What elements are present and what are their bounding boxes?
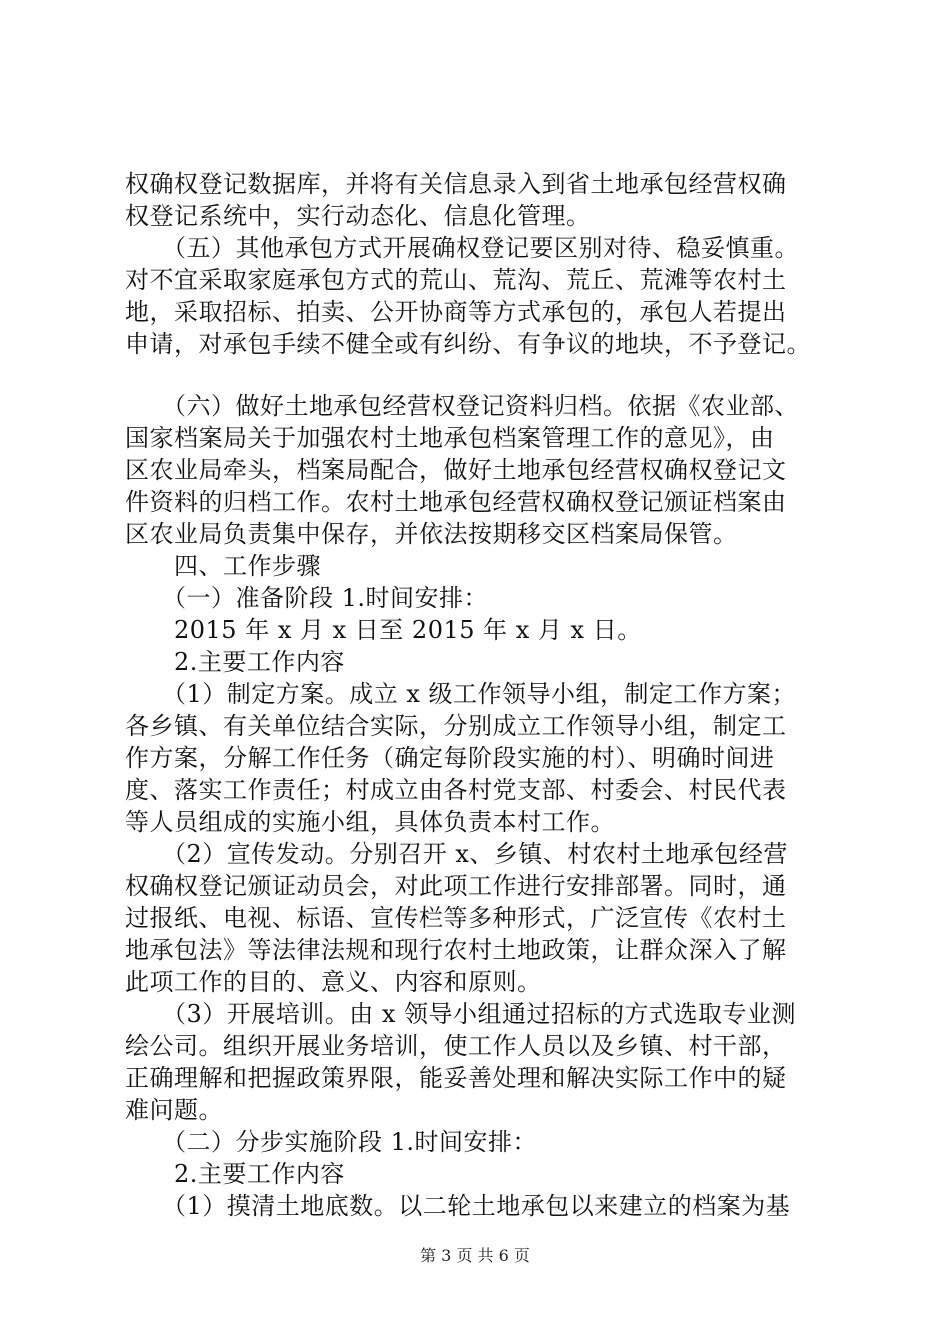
text-line: 权确权登记颁证动员会，对此项工作进行安排部署。同时，通	[125, 872, 787, 900]
text-line: 各乡镇、有关单位结合实际，分别成立工作领导小组，制定工	[125, 712, 787, 740]
text-line: （2）宣传发动。分别召开 x、乡镇、村农村土地承包经营	[125, 840, 788, 868]
body-text	[125, 168, 835, 1222]
text-line: （五）其他承包方式开展确权登记要区别对待、稳妥慎重。	[125, 234, 799, 262]
text-line: 地承包法》等法律法规和现行农村土地政策，让群众深入了解	[125, 936, 787, 964]
text-line: 区农业局牵头，档案局配合，做好土地承包经营权确权登记文	[125, 456, 787, 484]
text-line: 等人员组成的实施小组，具体负责本村工作。	[125, 808, 615, 836]
text-line: 对不宜采取家庭承包方式的荒山、荒沟、荒丘、荒滩等农村土	[125, 266, 787, 294]
text-line: 2.主要工作内容	[125, 648, 345, 676]
text-line: 件资料的归档工作。农村土地承包经营权确权登记颁证档案由	[125, 488, 787, 516]
text-line: 过报纸、电视、标语、宣传栏等多种形式，广泛宣传《农村土	[125, 904, 787, 932]
text-line: （1）摸清土地底数。以二轮土地承包以来建立的档案为基	[125, 1192, 791, 1220]
text-line: 度、落实工作责任；村成立由各村党支部、村委会、村民代表	[125, 776, 787, 804]
text-line: 此项工作的目的、意义、内容和原则。	[125, 968, 542, 996]
text-line: 申请，对承包手续不健全或有纠纷、有争议的地块，不予登记。	[125, 330, 811, 358]
text-line: 2.主要工作内容	[125, 1160, 345, 1188]
text-line: 权登记系统中，实行动态化、信息化管理。	[125, 202, 591, 230]
text-line: 难问题。	[125, 1096, 223, 1124]
text-line: 国家档案局关于加强农村土地承包档案管理工作的意见》，由	[125, 424, 775, 452]
text-line: 区农业局负责集中保存，并依法按期移交区档案局保管。	[125, 520, 738, 548]
text-line: （3）开展培训。由 x 领导小组通过招标的方式选取专业测	[125, 1000, 797, 1028]
text-line: 绘公司。组织开展业务培训，使工作人员以及乡镇、村干部，	[125, 1032, 787, 1060]
text-line: 正确理解和把握政策界限，能妥善处理和解决实际工作中的疑	[125, 1064, 787, 1092]
text-line: 地，采取招标、拍卖、公开协商等方式承包的，承包人若提出	[125, 298, 787, 326]
text-line: （二）分步实施阶段 1.时间安排：	[125, 1128, 538, 1156]
text-line: （1）制定方案。成立 x 级工作领导小组，制定工作方案；	[125, 680, 797, 708]
text-line: 2015 年 x 月 x 日至 2015 年 x 月 x 日。	[125, 616, 642, 644]
text-line: （六）做好土地承包经营权登记资料归档。依据《农业部、	[125, 392, 799, 420]
text-line: 作方案，分解工作任务（确定每阶段实施的村）、明确时间进	[125, 744, 775, 772]
page-footer: 第 3 页 共 6 页	[420, 1246, 530, 1265]
text-line: （一）准备阶段 1.时间安排：	[125, 584, 489, 612]
text-line: 权确权登记数据库，并将有关信息录入到省土地承包经营权确	[125, 170, 787, 198]
section-heading: 四、工作步骤	[125, 552, 321, 580]
